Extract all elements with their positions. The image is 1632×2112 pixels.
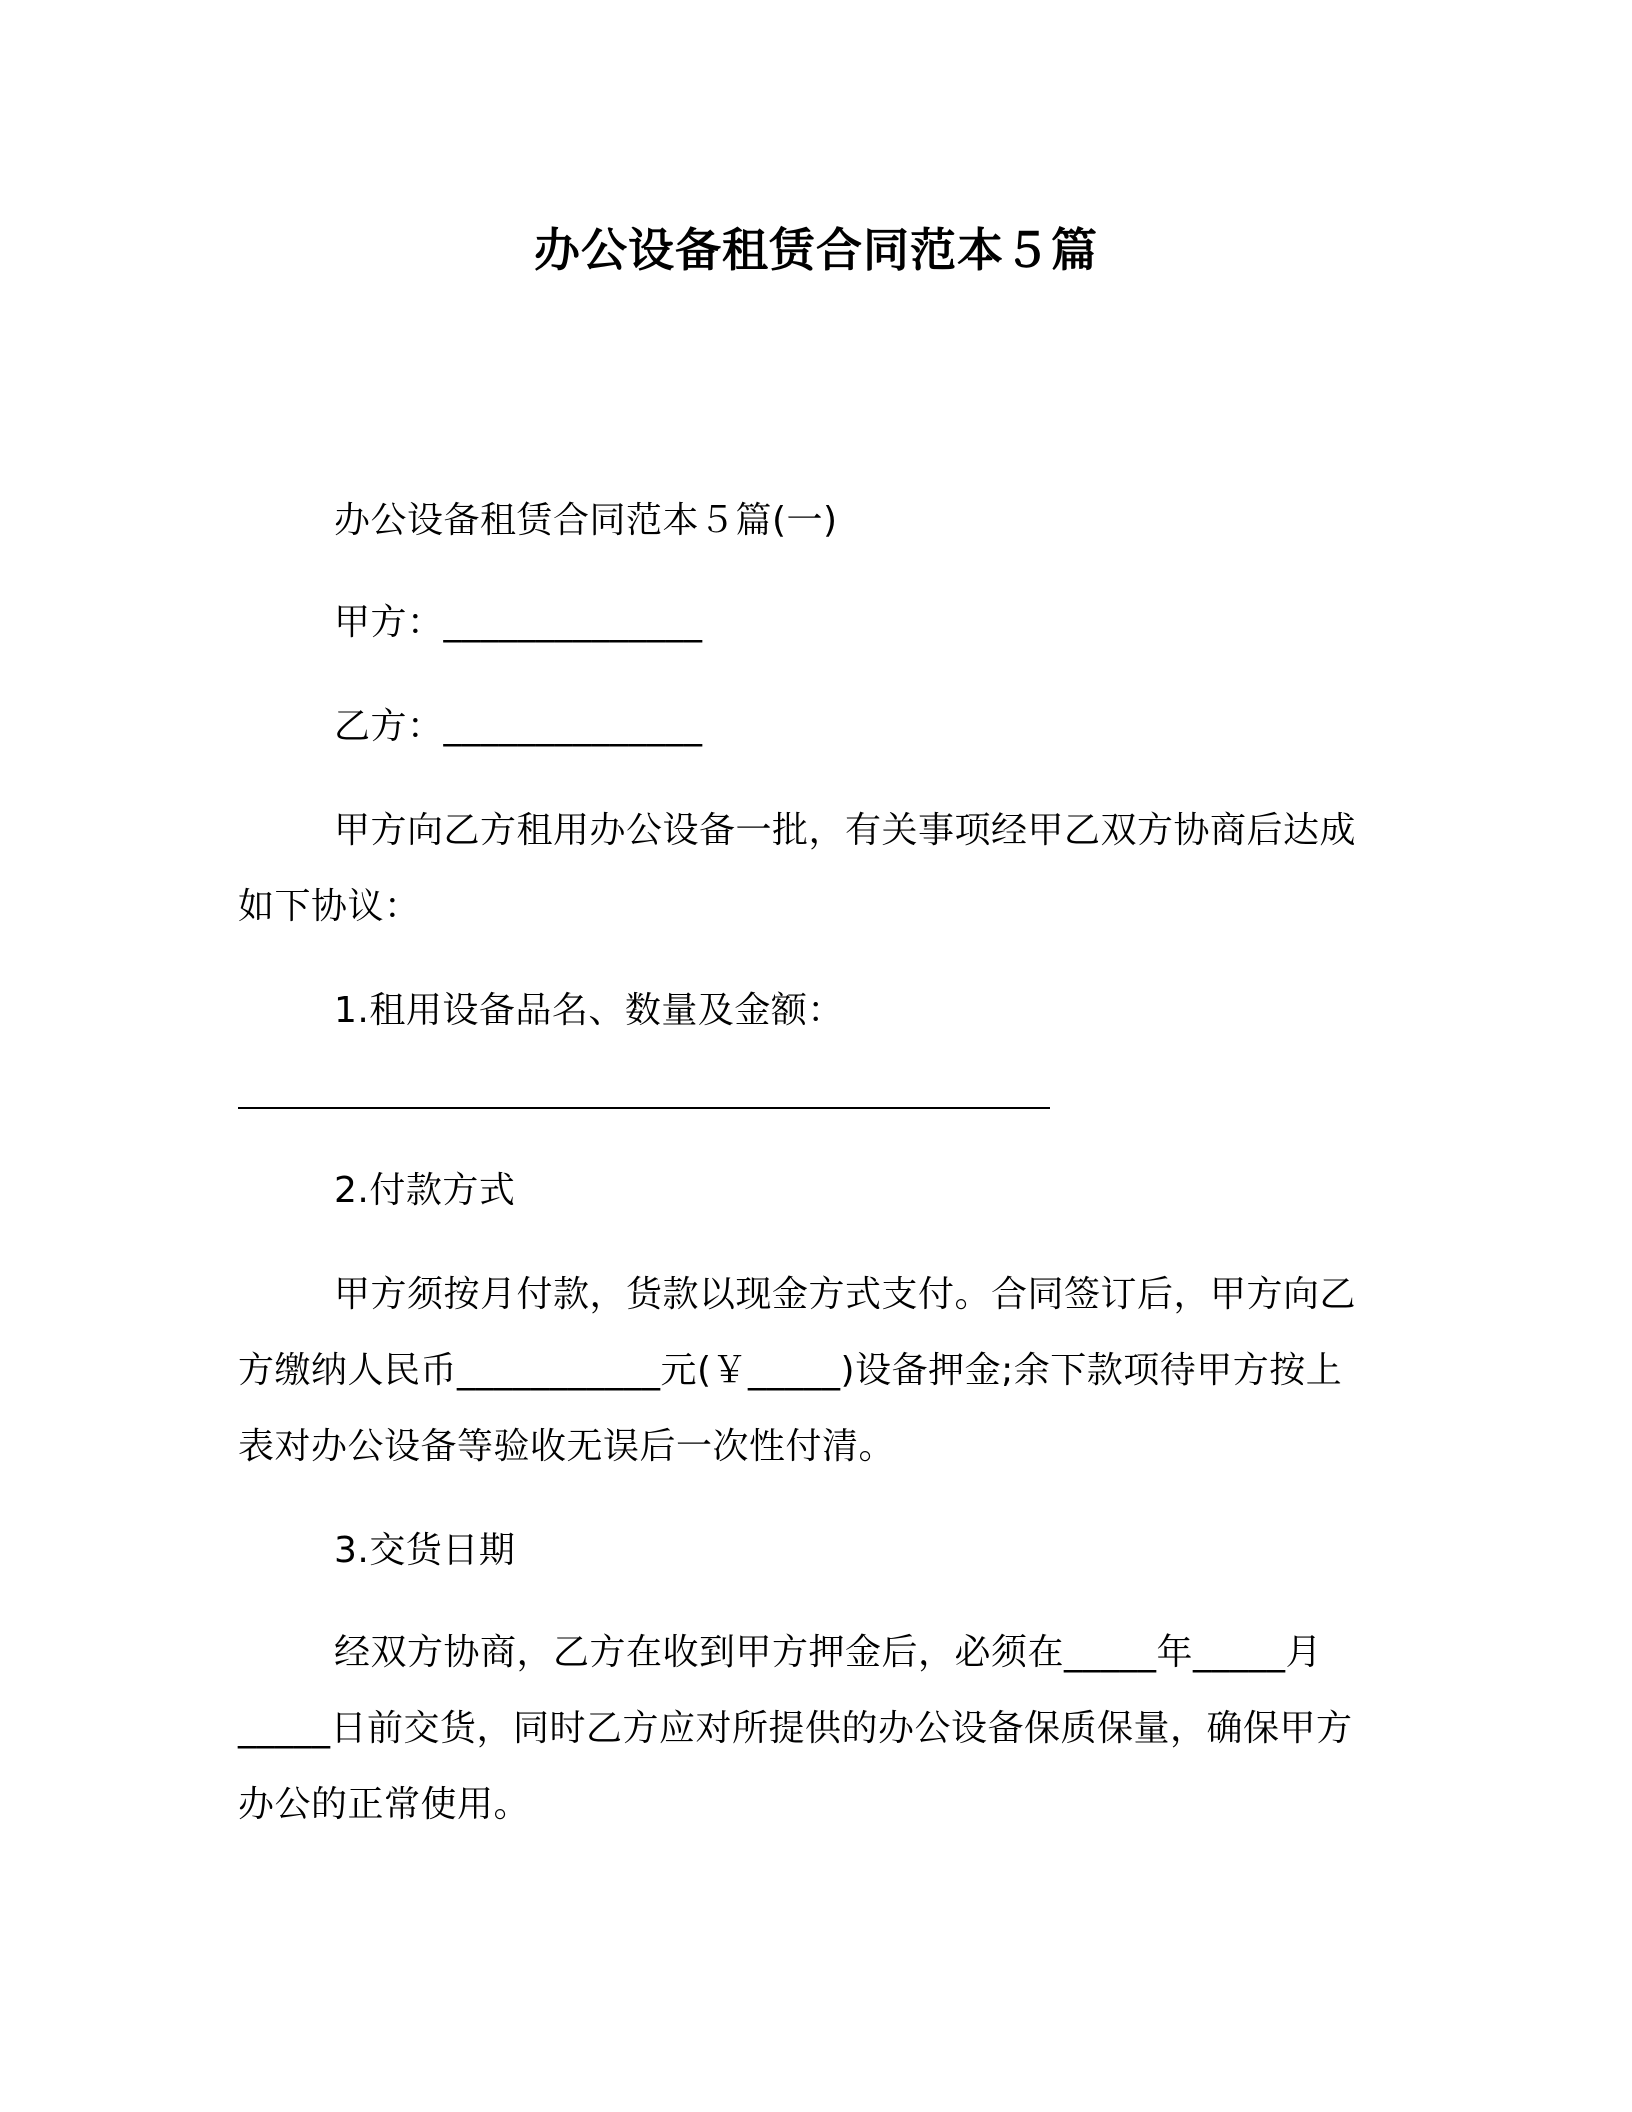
- clause-1-heading: 1.租用设备品名、数量及金额：: [334, 990, 844, 1031]
- blank-fill-line: [238, 1107, 1050, 1109]
- intro-paragraph-line-2: 如下协议：: [238, 886, 421, 927]
- party-a-line: 甲方：______________: [334, 602, 703, 643]
- clause-3-heading: 3.交货日期: [334, 1530, 516, 1571]
- clause-2-paragraph-line-3: 表对办公设备等验收无误后一次性付清。: [238, 1426, 896, 1467]
- clause-3-paragraph-line-2: _____日前交货，同时乙方应对所提供的办公设备保质保量，确保甲方: [238, 1708, 1353, 1749]
- clause-2-paragraph-line-1: 甲方须按月付款，货款以现金方式支付。合同签订后，甲方向乙: [334, 1274, 1357, 1315]
- clause-3-paragraph-line-1: 经双方协商，乙方在收到甲方押金后，必须在_____年_____月: [334, 1632, 1323, 1673]
- party-b-line: 乙方：______________: [334, 706, 703, 747]
- document-title: 办公设备租赁合同范本５篇: [534, 223, 1098, 277]
- clause-2-heading: 2.付款方式: [334, 1170, 516, 1211]
- intro-paragraph-line-1: 甲方向乙方租用办公设备一批，有关事项经甲乙双方协商后达成: [334, 810, 1357, 851]
- clause-3-paragraph-line-3: 办公的正常使用。: [238, 1784, 531, 1825]
- clause-2-paragraph-line-2: 方缴纳人民币___________元(￥_____)设备押金;余下款项待甲方按上: [238, 1350, 1343, 1391]
- section-heading: 办公设备租赁合同范本５篇(一): [334, 500, 838, 541]
